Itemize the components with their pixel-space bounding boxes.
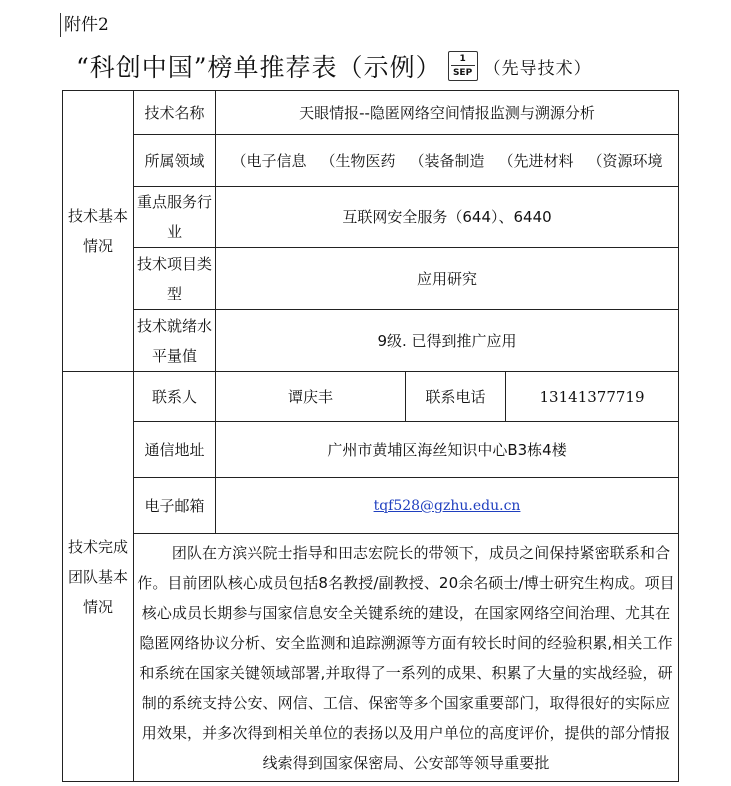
email-cell <box>216 478 679 534</box>
field-option[interactable]: （电子信息 <box>231 151 307 170</box>
title-text: “科创中国”榜单推荐表（示例） <box>76 53 442 82</box>
field-label: 所属领域 <box>134 135 216 187</box>
industry-value: 互联网安全服务（644）、6440 <box>216 187 679 248</box>
row-email <box>63 478 679 534</box>
recommendation-form-table <box>62 90 679 782</box>
email-link[interactable]: tqf528@gzhu.edu.cn <box>373 498 521 514</box>
team-description: 团队在方滨兴院士指导和田志宏院长的带领下，成员之间保持紧密联系和合作。目前团队核心成员包括8名教授/副教授、20余名硕士/博士研究生构成。项目核心成员长期参与国家信息安全关键系统的建设，在国家网络空间治理、尤其在隐匿网络协议分析、安全监测和追踪溯源等方面有较长时间的经验积累,相关工作和系统在国家关键领域部署,并取得了一系列的成果、积累了大量的实战经验，研制的系统支持公安、网信、工信、保密等多个国家重要部门，取得很好的实际应用效果，并多次得到相关单位的表扬以及用户单位的高度评价，提供的部分情报线索得到国家保密局、公安部等领导重要批 <box>134 534 679 782</box>
row-description <box>63 534 679 782</box>
tech-name-value: 天眼情报--隐匿网络空间情报监测与溯源分析 <box>216 91 679 135</box>
contact-label: 联系人 <box>134 372 216 422</box>
tech-name-label: 技术名称 <box>134 91 216 135</box>
row-address <box>63 422 679 478</box>
address-value: 广州市黄埔区海丝知识中心B3栋4楼 <box>216 422 679 478</box>
section-team-info: 技术完成团队基本情况 <box>63 372 134 782</box>
sep-icon-top: 1 <box>459 54 466 64</box>
readiness-value: 9级. 已得到推广应用 <box>216 310 679 372</box>
address-label: 通信地址 <box>134 422 216 478</box>
project-type-value: 应用研究 <box>216 248 679 310</box>
row-project-type <box>63 248 679 310</box>
row-contact <box>63 372 679 422</box>
sep-icon <box>448 51 478 81</box>
form-title <box>76 44 592 88</box>
industry-label: 重点服务行业 <box>134 187 216 248</box>
project-type-label: 技术项目类型 <box>134 248 216 310</box>
field-options <box>216 135 679 187</box>
field-option[interactable]: （装备制造 <box>409 151 485 170</box>
readiness-label: 技术就绪水平量值 <box>134 310 216 372</box>
contact-value: 谭庆丰 <box>216 372 406 422</box>
email-label: 电子邮箱 <box>134 478 216 534</box>
row-tech-name <box>63 91 679 135</box>
attachment-label: 附件2 <box>60 13 109 37</box>
section-basic-info: 技术基本情况 <box>63 91 134 372</box>
field-option[interactable]: （先进材料 <box>498 151 574 170</box>
sep-icon-bottom: SEP <box>452 68 473 78</box>
field-option[interactable]: （资源环境 <box>587 151 663 170</box>
phone-value: 13141377719 <box>506 372 679 422</box>
row-readiness <box>63 310 679 372</box>
row-industry <box>63 187 679 248</box>
title-subtitle: （先导技术） <box>483 58 592 79</box>
field-option[interactable]: （生物医药 <box>320 151 396 170</box>
row-field <box>63 135 679 187</box>
phone-label: 联系电话 <box>406 372 506 422</box>
